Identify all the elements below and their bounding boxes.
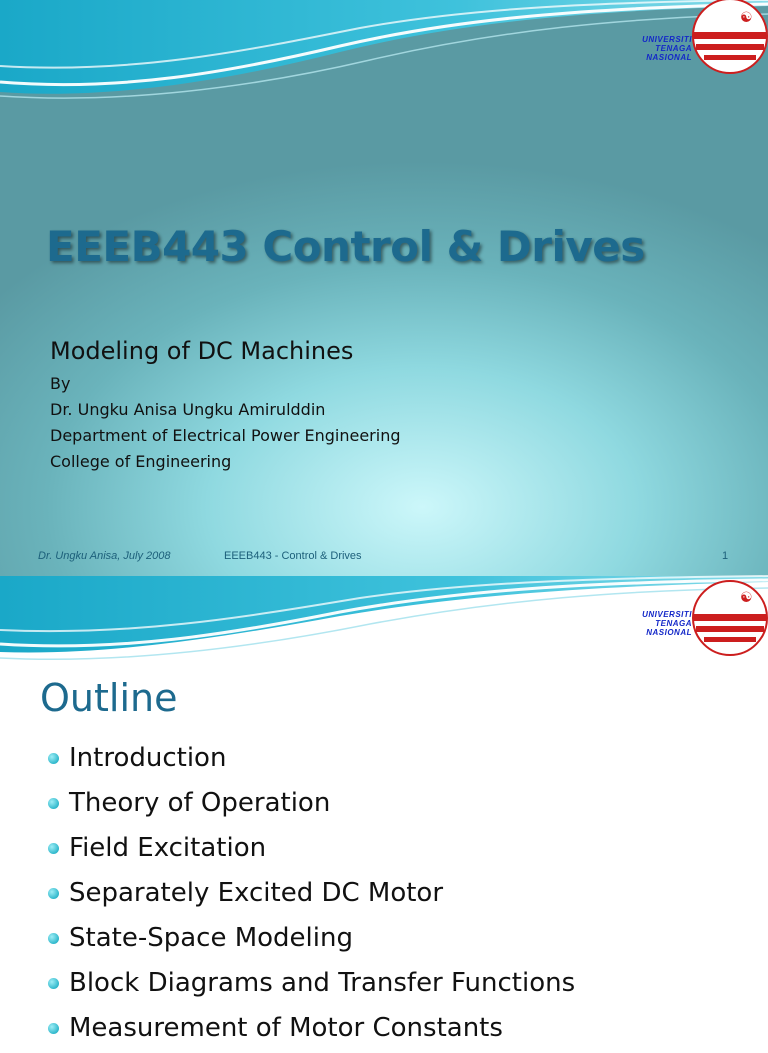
list-item-label: Field Excitation	[69, 833, 267, 863]
list-item	[46, 873, 575, 918]
author-department: Department of Electrical Power Engineering	[50, 426, 401, 445]
list-item	[46, 963, 575, 1008]
bullet-dot-icon	[48, 978, 59, 989]
author-college: College of Engineering	[50, 452, 232, 471]
author-name: Dr. Ungku Anisa Ungku Amirulddin	[50, 400, 326, 419]
outline-list	[46, 738, 575, 1053]
bullet-dot-icon	[48, 1023, 59, 1034]
list-item-label: Separately Excited DC Motor	[69, 878, 444, 908]
list-item	[46, 828, 575, 873]
bullet-dot-icon	[48, 843, 59, 854]
list-item	[46, 783, 575, 828]
bullet-dot-icon	[48, 798, 59, 809]
bullet-dot-icon	[48, 933, 59, 944]
bullet-dot-icon	[48, 753, 59, 764]
list-item-label: Theory of Operation	[69, 788, 331, 818]
footer-author-date: Dr. Ungku Anisa, July 2008	[38, 550, 171, 562]
title-slide: ☯ UNIVERSITI TENAGA NASIONAL EEEB443 Control & Drives Modeling of DC Machines By Dr. Ungku Anisa Ungku Amirulddin Department of Electrical Power Engineering College of Engineering Dr. Ungku Anisa, July 2008 EEEB443 - Control & Drives 1	[0, 0, 768, 576]
list-item	[46, 918, 575, 963]
list-item-label: Introduction	[69, 743, 227, 773]
slide-subtitle: Modeling of DC Machines	[50, 337, 354, 365]
author-by: By	[50, 374, 71, 393]
footer-course: EEEB443 - Control & Drives	[224, 550, 362, 562]
logo-text-line: NASIONAL	[646, 53, 692, 62]
list-item-label: Block Diagrams and Transfer Functions	[69, 968, 576, 998]
list-item-label: State-Space Modeling	[69, 923, 353, 953]
footer-page-number: 1	[722, 550, 729, 562]
logo-text-line: TENAGA	[655, 619, 692, 628]
logo-text-line: TENAGA	[655, 44, 692, 53]
logo-text-line: NASIONAL	[646, 628, 692, 637]
slide-title: Outline	[40, 676, 178, 720]
list-item-label: Measurement of Motor Constants	[69, 1013, 503, 1043]
slide-title: EEEB443 Control & Drives	[46, 222, 645, 271]
outline-slide: ☯ UNIVERSITI TENAGA NASIONAL Outline Introduction Theory of Operation Field Excitation Separately Excited DC Motor State-Space Modeling Block Diagrams and Transfer Functions Measurement of Motor Constants	[0, 576, 768, 1024]
logo-text-line: UNIVERSITI	[642, 610, 692, 619]
list-item	[46, 1008, 575, 1053]
list-item	[46, 738, 575, 783]
logo-text-line: UNIVERSITI	[642, 35, 692, 44]
bullet-dot-icon	[48, 888, 59, 899]
